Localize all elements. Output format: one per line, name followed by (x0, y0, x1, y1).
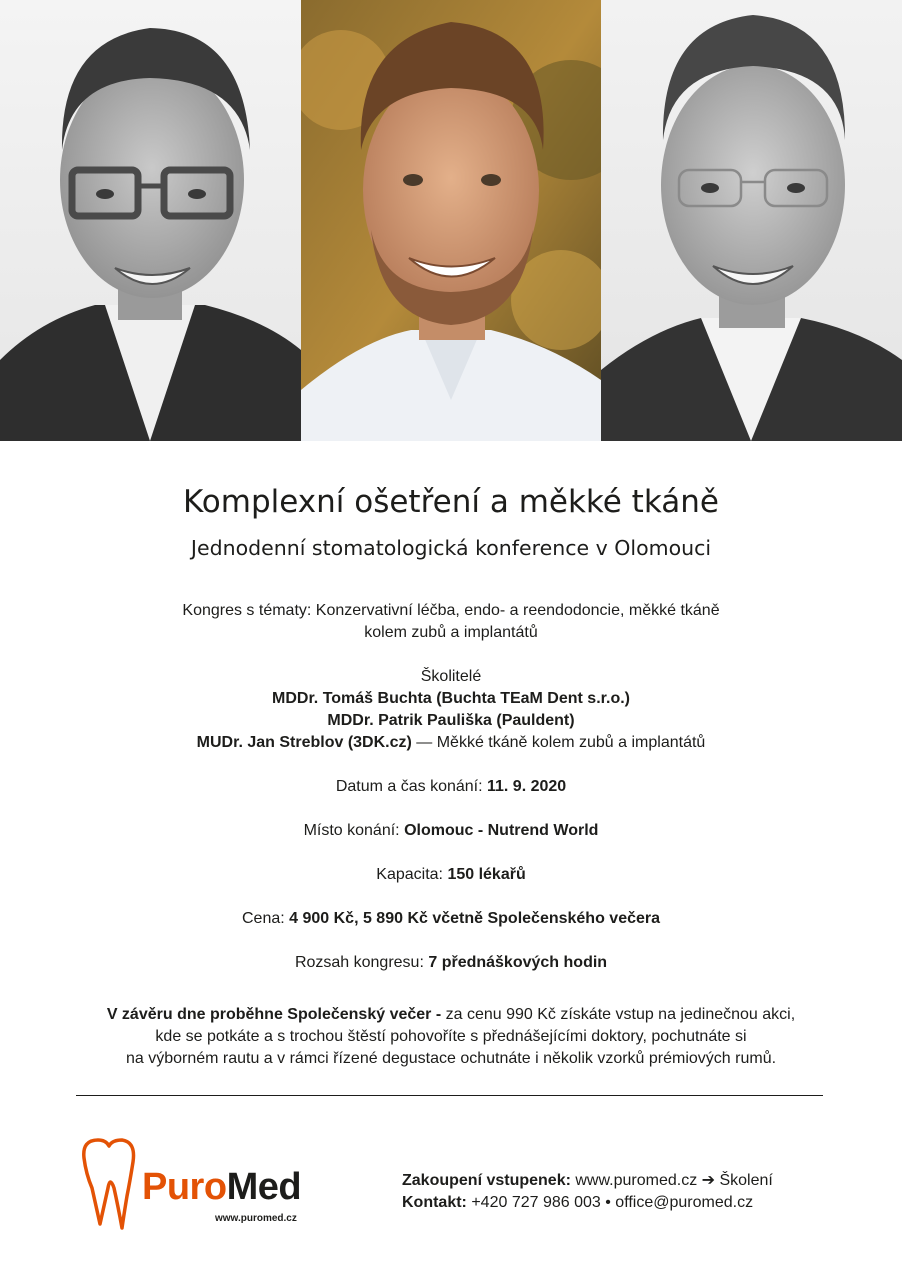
topics-line-1: Kongres s tématy: Konzervativní léčba, endo- a reendodoncie, měkké tkáně (182, 602, 720, 619)
logo-puro: Puro (142, 1166, 227, 1208)
tickets-label: Zakoupení vstupenek: (402, 1172, 571, 1189)
contact-phone[interactable]: +420 727 986 003 (466, 1194, 601, 1211)
logo-med: Med (226, 1166, 302, 1208)
speaker-photo-left (0, 0, 301, 441)
social-line-3: na výborném rautu a v rámci řízené degustace ochutnáte i několik vzorků prémiových rumů. (125, 1050, 777, 1067)
man-with-glasses-portrait-bw (0, 0, 301, 441)
contact-label: Kontakt: (402, 1194, 467, 1211)
page-subtitle: Jednodenní stomatologická konference v Olomouci (190, 536, 712, 560)
speaker-photo-center (301, 0, 601, 441)
man-with-beard-portrait-color (301, 0, 601, 441)
price-label: Cena: (241, 910, 290, 927)
divider (76, 1095, 823, 1096)
trainer-1 (0, 688, 902, 710)
trainer-3 (0, 732, 902, 754)
event-capacity (0, 864, 902, 886)
contact-email[interactable]: office@puromed.cz (615, 1194, 754, 1211)
speaker-photos (0, 0, 902, 441)
page-title: Komplexní ošetření a měkké tkáně (183, 484, 719, 520)
event-details (0, 600, 902, 1070)
place-label: Místo konání: (303, 822, 405, 839)
social-line-1-text: za cenu 990 Kč získáte vstup na jedinečnou akci, (441, 1006, 796, 1023)
place-value: Olomouc - Nutrend World (404, 822, 599, 839)
scope-label: Rozsah kongresu: (294, 954, 429, 971)
contact-line (402, 1192, 773, 1214)
trainer-2-name: MDDr. Patrik Pauliška (Pauldent) (327, 712, 575, 729)
contact-separator: • (600, 1194, 616, 1211)
trainer-2 (0, 710, 902, 732)
trainer-3-name: MUDr. Jan Streblov (3DK.cz) (196, 734, 412, 751)
tickets-line (402, 1170, 773, 1192)
logo-url: www.puromed.cz (215, 1213, 297, 1224)
man-smiling-portrait-bw (601, 0, 902, 441)
date-value: 11. 9. 2020 (487, 778, 567, 795)
capacity-value: 150 lékařů (447, 866, 526, 883)
trainer-3-topic: — Měkké tkáně kolem zubů a implantátů (411, 734, 706, 751)
speaker-photo-right (601, 0, 902, 441)
date-label: Datum a čas konání: (335, 778, 487, 795)
price-value: 4 900 Kč, 5 890 Kč včetně Společenského večera (289, 910, 661, 927)
capacity-label: Kapacita: (376, 866, 448, 883)
event-scope (0, 952, 902, 974)
social-bold: V závěru dne proběhne Společenský večer - (106, 1006, 442, 1023)
scope-value: 7 přednáškových hodin (428, 954, 608, 971)
topics-line-2: kolem zubů a implantátů (364, 624, 538, 641)
event-price (0, 908, 902, 930)
event-date (0, 776, 902, 798)
tooth-icon (78, 1136, 138, 1231)
logo-wordmark (142, 1166, 301, 1209)
social-line-1 (0, 1004, 902, 1026)
tickets-link[interactable]: www.puromed.cz ➔ Školení (570, 1172, 773, 1189)
social-evening (0, 1004, 902, 1070)
event-place (0, 820, 902, 842)
trainer-1-name: MDDr. Tomáš Buchta (Buchta TEaM Dent s.r.o.) (272, 690, 630, 707)
puromed-logo[interactable] (78, 1136, 318, 1231)
contact-info (402, 1170, 773, 1214)
social-line-2: kde se potkáte a s trochou štěstí pohovoříte s přednášejícími doktory, pochutnáte si (155, 1028, 747, 1045)
trainers-heading: Školitelé (420, 668, 482, 685)
